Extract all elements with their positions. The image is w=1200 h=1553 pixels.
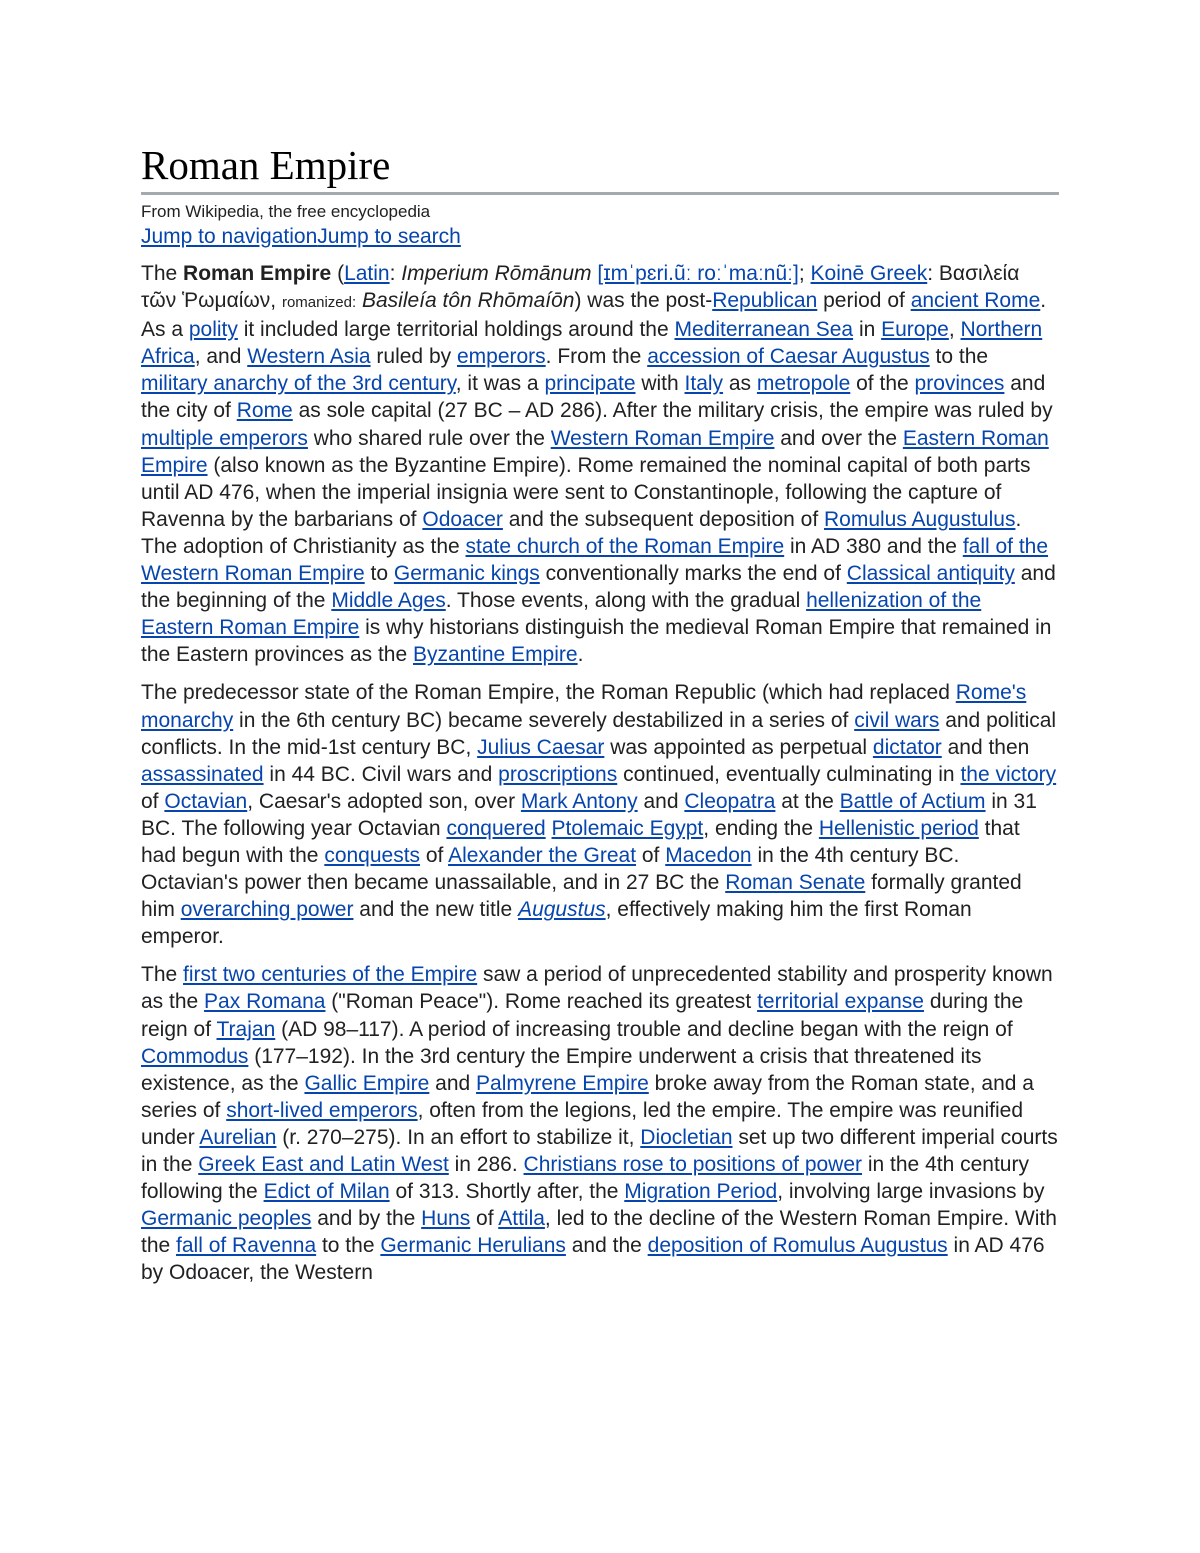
inline-link[interactable]: Koinē Greek <box>810 262 928 285</box>
jump-to-search-link[interactable]: Jump to search <box>317 225 461 248</box>
text-run: . As a <box>141 289 1047 342</box>
text-run: (r. 270–275). In an effort to stabilize it, <box>276 1125 641 1149</box>
inline-link[interactable]: overarching power <box>180 898 354 922</box>
inline-link[interactable]: Battle of Actium <box>839 789 986 813</box>
text-run: ) was the post- <box>574 289 713 313</box>
text-run: , it was a <box>455 372 545 396</box>
inline-link[interactable]: Diocletian <box>640 1125 733 1149</box>
text-run: , ending the <box>703 816 819 840</box>
inline-link[interactable]: Latin <box>344 262 390 285</box>
inline-link[interactable]: Huns <box>421 1207 471 1231</box>
text-run: in 286. <box>448 1153 524 1176</box>
inline-link[interactable]: conquests <box>324 843 421 867</box>
inline-link[interactable]: Commodus <box>141 1044 249 1068</box>
text-run: of <box>141 789 165 813</box>
text-run: as <box>723 372 757 396</box>
text-run: was appointed as perpetual <box>604 735 873 759</box>
inline-link[interactable]: Western Asia <box>247 345 371 369</box>
text-run: (177–192). In the 3rd century the Empire underwent a crisis that threatened its existence, as the <box>141 1044 982 1095</box>
text-run: in AD 380 and the <box>784 534 963 558</box>
inline-link[interactable]: Mark Antony <box>520 789 638 813</box>
inline-link[interactable]: Romulus Augustulus <box>824 507 1016 531</box>
inline-link[interactable]: multiple emperors <box>141 426 308 450</box>
text-run: period of <box>817 289 911 313</box>
inline-link[interactable]: Augustus <box>518 898 606 922</box>
text-run: , involving large invasions by <box>777 1180 1045 1204</box>
inline-link[interactable]: Greek East and Latin West <box>198 1153 449 1176</box>
inline-link[interactable]: conquered <box>446 816 546 840</box>
text-run: and <box>429 1071 477 1095</box>
text-run: ruled by <box>370 345 457 369</box>
inline-link[interactable]: Pax Romana <box>204 990 326 1014</box>
inline-link[interactable]: civil wars <box>854 708 940 732</box>
page-title: Roman Empire <box>141 140 1059 195</box>
bold-term: Roman Empire <box>183 262 332 285</box>
inline-link[interactable]: Europe <box>881 318 949 342</box>
inline-link[interactable]: Odoacer <box>422 507 503 531</box>
inline-link[interactable]: Octavian <box>164 789 248 813</box>
article-paragraph <box>141 679 1059 950</box>
inline-link[interactable]: Middle Ages <box>331 589 446 613</box>
inline-link[interactable]: Palmyrene Empire <box>476 1071 649 1095</box>
inline-link[interactable]: emperors <box>456 345 546 369</box>
text-run: The predecessor state of the Roman Empire, the Roman Republic (which had replaced <box>141 681 956 705</box>
text-run: in the 6th century BC) became severely destabilized in a series of <box>233 708 855 732</box>
text-run: during the reign of <box>141 990 1024 1041</box>
text-run: , and <box>194 345 248 369</box>
inline-link[interactable]: Attila <box>498 1207 545 1231</box>
text-run: (also known as the Byzantine Empire). Rome remained the nominal capital of both parts until AD 476, when the imperial insignia were sent to Constantinople, following the capture of Ravenna by the barbarians of <box>141 453 1031 531</box>
inline-link[interactable]: Rome's monarchy <box>141 681 1027 732</box>
text-run: of 313. Shortly after, the <box>389 1180 625 1204</box>
inline-link[interactable]: Macedon <box>665 843 752 867</box>
inline-link[interactable]: Western Roman Empire <box>550 426 775 450</box>
text-run: to the <box>316 1234 381 1258</box>
inline-link[interactable]: Byzantine Empire <box>413 643 578 667</box>
site-tagline: From Wikipedia, the free encyclopedia <box>141 202 431 221</box>
inline-link[interactable]: [ɪmˈpɛri.ũː roːˈmaːnũː] <box>597 262 799 285</box>
inline-link[interactable]: Rome <box>236 399 293 423</box>
text-run: ( <box>331 262 345 285</box>
text-run: and the subsequent deposition of <box>502 507 824 531</box>
text-run: Basileía tôn Rhōmaíōn <box>362 289 575 313</box>
text-run: set up two different imperial courts in the <box>141 1125 1058 1176</box>
inline-link[interactable]: fall of the Western Roman Empire <box>141 534 1049 586</box>
text-run: The <box>141 963 184 987</box>
inline-link[interactable]: fall of Ravenna <box>176 1234 317 1258</box>
inline-link[interactable]: hellenization of the Eastern Roman Empire <box>141 589 982 640</box>
text-run: , <box>948 318 961 342</box>
inline-link[interactable]: Mediterranean Sea <box>674 318 854 342</box>
inline-link[interactable]: Hellenistic period <box>818 816 979 840</box>
text-run: in AD 476 by Odoacer, the Western <box>141 1234 1045 1285</box>
text-run: in 31 BC. The following year Octavian <box>141 789 1037 840</box>
inline-link[interactable]: Northern Africa <box>141 318 1043 369</box>
inline-link[interactable]: the victory <box>960 762 1057 786</box>
inline-link[interactable]: Ptolemaic Egypt <box>551 816 704 840</box>
inline-link[interactable]: Eastern Roman Empire <box>141 426 1049 477</box>
inline-link[interactable]: Republican <box>712 289 818 313</box>
text-run: ("Roman Peace"). Rome reached its greatest <box>325 990 758 1014</box>
text-run: and <box>637 789 685 813</box>
text-run: , led to the decline of the Western Roman Empire. With the <box>141 1207 1057 1258</box>
inline-link[interactable]: Cleopatra <box>684 789 776 813</box>
article-paragraph <box>141 961 1059 1286</box>
text-run: in the 4th century following the <box>141 1153 1029 1204</box>
text-run: at the <box>775 789 840 813</box>
inline-link[interactable]: Julius Caesar <box>477 735 605 759</box>
inline-link[interactable]: Aurelian <box>199 1125 277 1149</box>
text-run: Imperium Rōmānum <box>401 262 592 285</box>
text-run: . The adoption of Christianity as the <box>141 507 1022 558</box>
inline-link[interactable]: Alexander the Great <box>448 843 637 867</box>
text-run: in <box>853 318 882 342</box>
text-run: as sole capital (27 BC – AD 286). After the military crisis, the empire was ruled by <box>292 399 1053 423</box>
text-run: The <box>141 262 184 285</box>
text-run: in 44 BC. Civil wars and <box>263 762 499 786</box>
inline-link[interactable]: Classical antiquity <box>846 562 1015 586</box>
text-run: to <box>364 562 394 586</box>
inline-link[interactable]: Trajan <box>216 1017 276 1041</box>
text-run: of the <box>850 372 915 396</box>
inline-link[interactable]: deposition of Romulus Augustus <box>647 1234 948 1258</box>
inline-link[interactable]: Germanic Herulians <box>380 1234 566 1258</box>
inline-link[interactable]: Germanic kings <box>393 562 540 586</box>
text-run: and then <box>941 735 1030 759</box>
small-label: romanized: <box>281 294 357 312</box>
text-run: to the <box>929 345 989 369</box>
inline-link[interactable]: principate <box>544 372 636 396</box>
text-run: and the new title <box>353 898 519 922</box>
text-run: continued, eventually culminating in <box>617 762 961 786</box>
text-run: and over the <box>774 426 903 450</box>
inline-link[interactable]: Christians rose to positions of power <box>523 1153 863 1176</box>
inline-link[interactable]: short-lived emperors <box>226 1098 418 1122</box>
text-run: of <box>636 843 666 867</box>
text-run: : <box>389 262 402 285</box>
text-run: saw a period of unprecedented stability and prosperity known as the <box>141 963 1053 1014</box>
text-run: with <box>635 372 685 396</box>
text-run: . Those events, along with the gradual <box>445 589 807 613</box>
text-run: of <box>470 1207 499 1231</box>
text-run: and the <box>565 1234 648 1258</box>
inline-link[interactable]: metropole <box>756 372 851 396</box>
inline-link[interactable]: first two centuries of the Empire <box>183 963 478 987</box>
inline-link[interactable]: Roman Senate <box>725 871 866 895</box>
text-run: , effectively making him the first Roman emperor. <box>141 898 972 949</box>
inline-link[interactable]: polity <box>188 318 238 342</box>
inline-link[interactable]: Italy <box>684 372 724 396</box>
text-run: formally granted him <box>141 871 1022 922</box>
text-run: , Caesar's adopted son, over <box>247 789 521 813</box>
article-page <box>141 140 1059 1297</box>
article-paragraph <box>141 260 1059 668</box>
inline-link[interactable]: territorial expanse <box>757 990 924 1014</box>
inline-link[interactable]: Migration Period <box>624 1180 778 1204</box>
text-run: who shared rule over the <box>307 426 551 450</box>
text-run: conventionally marks the end of <box>539 562 847 586</box>
inline-link[interactable]: provinces <box>914 372 1005 396</box>
text-run: , often from the legions, led the empire. The empire was reunified under <box>141 1098 1024 1149</box>
inline-link[interactable]: military anarchy of the 3rd century <box>141 372 456 396</box>
inline-link[interactable]: Edict of Milan <box>263 1180 390 1204</box>
text-run: and political conflicts. In the mid-1st century BC, <box>141 708 1057 759</box>
text-run: and by the <box>311 1207 422 1231</box>
text-run: . From the <box>545 345 648 369</box>
inline-link[interactable]: proscriptions <box>498 762 618 786</box>
inline-link[interactable]: dictator <box>872 735 942 759</box>
inline-link[interactable]: Germanic peoples <box>141 1207 312 1231</box>
inline-link[interactable]: accession of Caesar Augustus <box>647 345 930 369</box>
jump-links <box>141 224 1059 250</box>
jump-to-navigation-link[interactable]: Jump to navigation <box>141 225 318 248</box>
text-run: and the city of <box>141 372 1046 423</box>
text-run: in the 4th century BC. Octavian's power then became unassailable, and in 27 BC the <box>141 843 960 895</box>
text-run: it included large territorial holdings around the <box>237 318 675 342</box>
text-run: is why historians distinguish the medieval Roman Empire that remained in the Eastern provinces as the <box>141 616 1052 667</box>
text-run: broke away from the Roman state, and a series of <box>141 1071 1034 1122</box>
article-body <box>141 260 1059 1286</box>
inline-link[interactable]: assassinated <box>141 762 264 786</box>
inline-link[interactable]: Gallic Empire <box>304 1071 430 1095</box>
text-run: . <box>577 643 584 667</box>
text-run: : Βασιλεία τῶν Ῥωμαίων, <box>141 262 1020 313</box>
text-run: of <box>420 843 449 867</box>
text-run: and the beginning of the <box>141 562 1056 613</box>
text-run: (AD 98–117). A period of increasing trouble and decline began with the reign of <box>275 1017 1013 1041</box>
inline-link[interactable]: state church of the Roman Empire <box>465 534 785 558</box>
text-run: that had begun with the <box>141 816 1020 867</box>
text-run: ; <box>798 262 811 285</box>
inline-link[interactable]: ancient Rome <box>910 289 1041 313</box>
